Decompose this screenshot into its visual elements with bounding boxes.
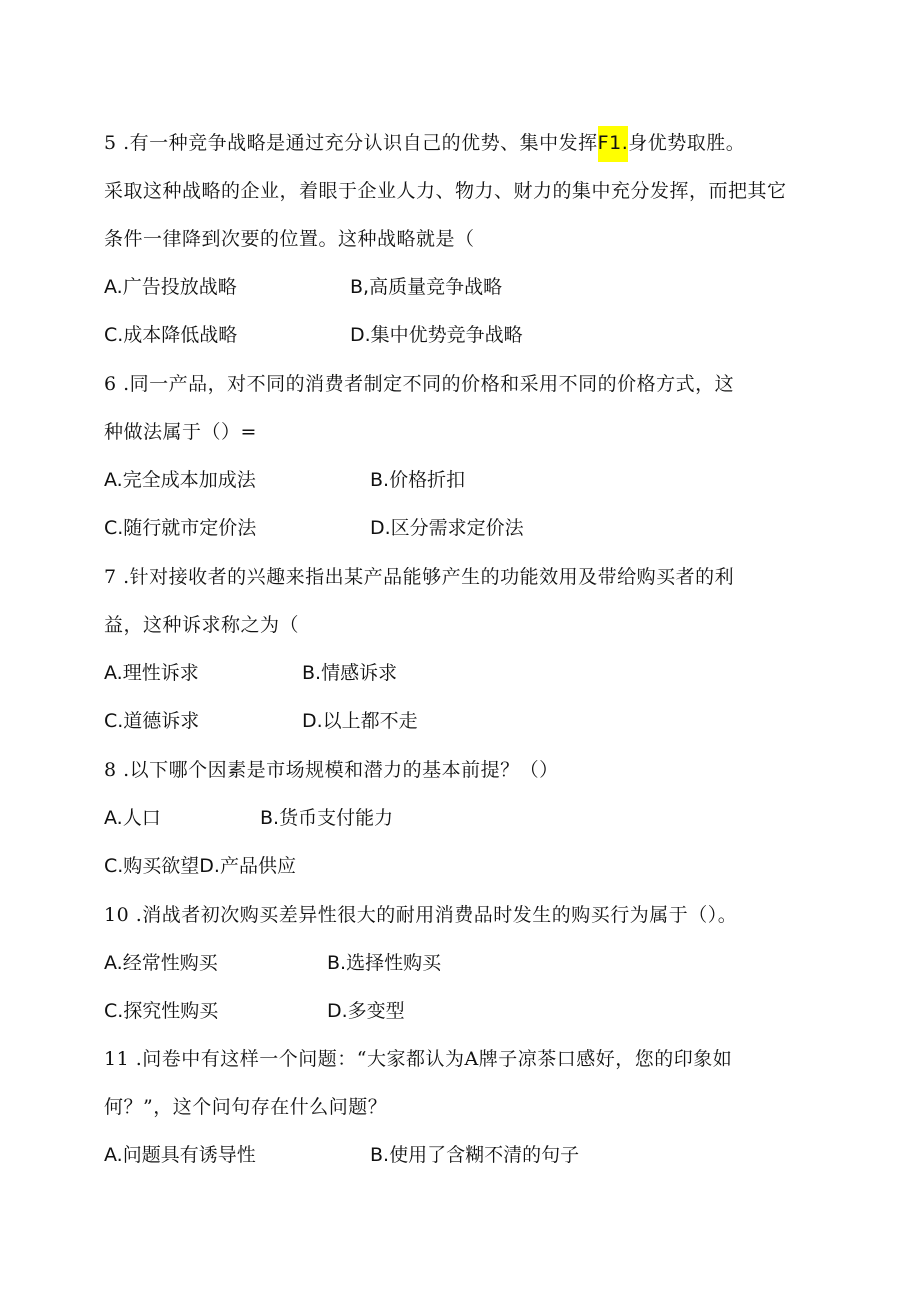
q5-text-pre: 5 .有一种竞争战略是通过充分认识自己的优势、集中发挥 [104, 132, 598, 154]
q11-line-2: 何？”，这个问句存在什么问题？ [104, 1096, 388, 1118]
q6-option-d: D.区分需求定价法 [370, 517, 524, 539]
q11-line-1: 11 .问卷中有这样一个问题：“大家都认为A牌子凉茶口感好，您的印象如 [104, 1048, 733, 1070]
q8-line-1: 8 .以下哪个因素是市场规模和潜力的基本前提？（） [104, 759, 559, 781]
q8-option-a: A.人口 [104, 807, 161, 829]
q5-highlight: F1. [598, 126, 629, 162]
q7-option-a: A.理性诉求 [104, 662, 199, 684]
q10-line-1: 10 .消战者初次购买差异性很大的耐用消费品时发生的购买行为属于（）。 [104, 904, 738, 926]
q7-option-c: C.道德诉求 [104, 710, 200, 732]
q10-option-b: B.选择性购买 [327, 952, 442, 974]
q7-option-b: B.情感诉求 [302, 662, 398, 684]
q10-option-c: C.探究性购买 [104, 1000, 219, 1022]
q5-line-1 [104, 130, 745, 156]
q11-option-b: B.使用了含糊不清的句子 [370, 1144, 580, 1166]
q7-line-2: 益，这种诉求称之为（ [104, 614, 300, 636]
q5-text-post: 身优势取胜。 [628, 132, 746, 154]
q10-option-a: A.经常性购买 [104, 952, 218, 974]
q6-line-1: 6 .同一产品，对不同的消费者制定不同的价格和采用不同的价格方式，这 [104, 373, 735, 395]
q7-option-d: D.以上都不走 [302, 710, 418, 732]
q5-option-b: B,高质量竞争战略 [350, 276, 503, 298]
q11-option-a: A.问题具有诱导性 [104, 1144, 256, 1166]
q8-option-cd: C.购买欲望D.产品供应 [104, 855, 296, 877]
q8-option-b: B.货币支付能力 [260, 807, 394, 829]
q5-line-3: 条件一律降到次要的位置。这种战略就是（ [104, 228, 475, 250]
q5-line-2: 采取这种战略的企业，着眼于企业人力、物力、财力的集中充分发挥，而把其它 [104, 180, 787, 202]
q6-line-2: 种做法属于（）= [104, 421, 257, 443]
q6-option-b: B.价格折扣 [370, 469, 466, 491]
q7-line-1: 7 .针对接收者的兴趣来指出某产品能够产生的功能效用及带给购买者的利 [104, 566, 735, 588]
q5-option-d: D.集中优势竞争战略 [350, 324, 523, 346]
q5-option-a: A.广告投放战略 [104, 276, 237, 298]
q6-option-c: C.随行就市定价法 [104, 517, 257, 539]
q10-option-d: D.多变型 [327, 1000, 405, 1022]
q6-option-a: A.完全成本加成法 [104, 469, 256, 491]
q5-option-c: C.成本降低战略 [104, 324, 238, 346]
